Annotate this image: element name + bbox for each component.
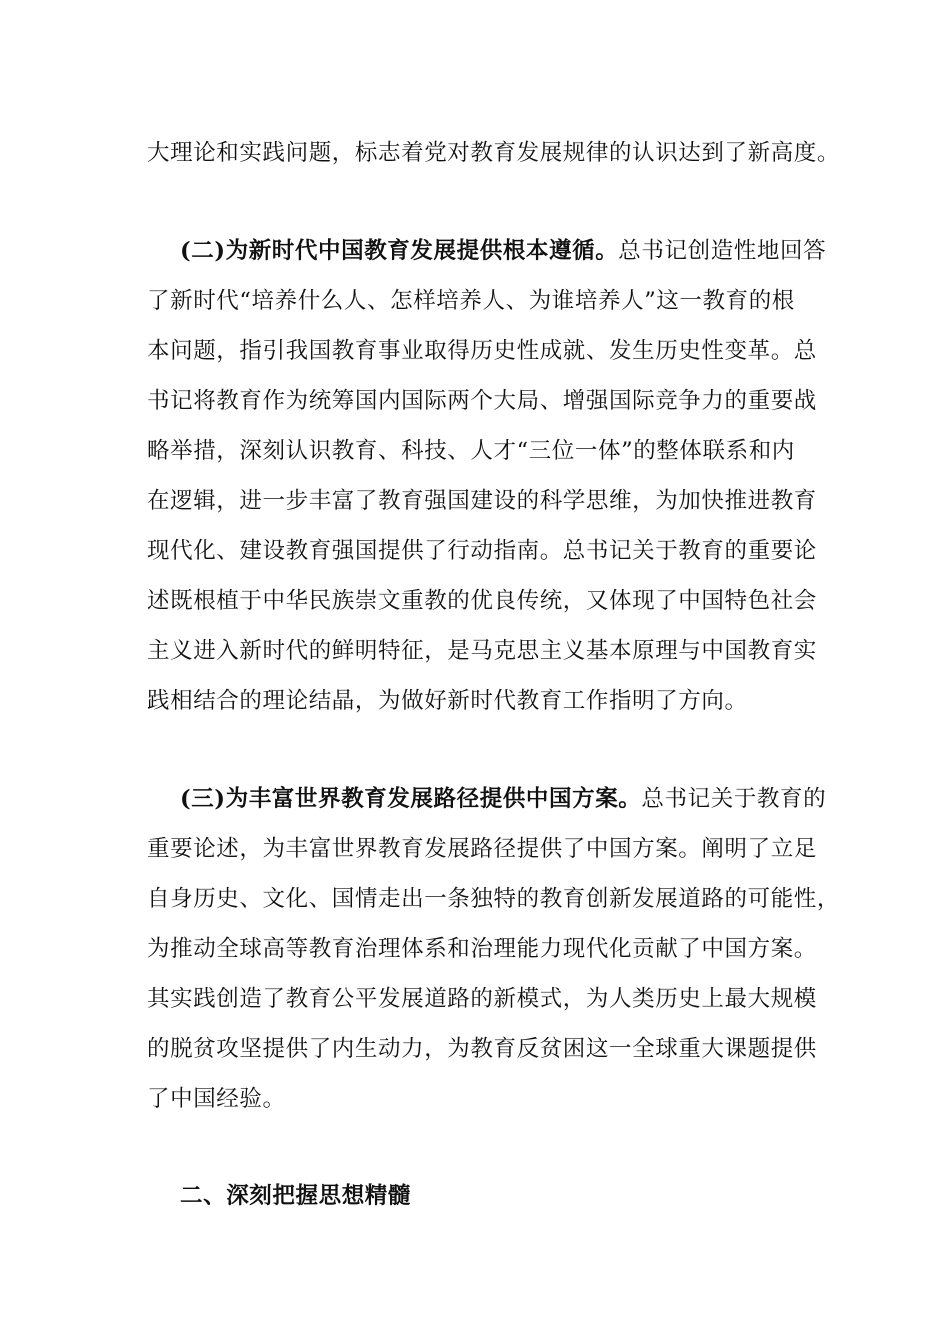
paragraph-text: 总书记创造性地回答	[618, 238, 827, 264]
paragraph-line: 书记将教育作为统筹国内国际两个大局、增强国际竞争力的重要战	[147, 388, 817, 414]
paragraph-line: 略举措，深刻认识教育、科技、人才“三位一体”的整体联系和内	[147, 438, 795, 464]
paragraph-line: 了新时代“培养什么人、怎样培养人、为谁培养人”这一教育的根	[147, 288, 795, 314]
paragraph-heading: (二)为新时代中国教育发展提供根本遵循。	[180, 238, 619, 264]
paragraph-line: 现代化、建设教育强国提供了行动指南。总书记关于教育的重要论	[147, 538, 817, 564]
paragraph-first-line	[180, 784, 827, 814]
paragraph-line: 本问题，指引我国教育事业取得历史性成就、发生历史性变革。总	[147, 338, 817, 364]
paragraph-first-line	[180, 236, 827, 266]
paragraph-line: 在逻辑，进一步丰富了教育强国建设的科学思维，为加快推进教育	[147, 488, 817, 514]
section-heading: 二、深刻把握思想精髓	[180, 1183, 412, 1209]
paragraph-line: 述既根植于中华民族崇文重教的优良传统，又体现了中国特色社会	[147, 588, 817, 614]
paragraph-line: 了中国经验。	[147, 1086, 286, 1112]
paragraph-line: 的脱贫攻坚提供了内生动力，为教育反贫困这一全球重大课题提供	[147, 1036, 817, 1062]
paragraph-line: 大理论和实践问题，标志着党对教育发展规律的认识达到了新高度。	[147, 140, 841, 166]
paragraph-line: 其实践创造了教育公平发展道路的新模式，为人类历史上最大规模	[147, 986, 817, 1012]
paragraph-line: 践相结合的理论结晶，为做好新时代教育工作指明了方向。	[147, 688, 748, 714]
paragraph-line: 重要论述，为丰富世界教育发展路径提供了中国方案。阐明了立足	[147, 836, 817, 862]
paragraph-line: 主义进入新时代的鲜明特征，是马克思主义基本原理与中国教育实	[147, 638, 817, 664]
paragraph-line: 自身历史、文化、国情走出一条独特的教育创新发展道路的可能性，	[147, 886, 841, 912]
paragraph-heading: (三)为丰富世界教育发展路径提供中国方案。	[180, 786, 642, 812]
paragraph-text: 总书记关于教育的	[641, 786, 827, 812]
paragraph-line: 为推动全球高等教育治理体系和治理能力现代化贡献了中国方案。	[147, 936, 817, 962]
